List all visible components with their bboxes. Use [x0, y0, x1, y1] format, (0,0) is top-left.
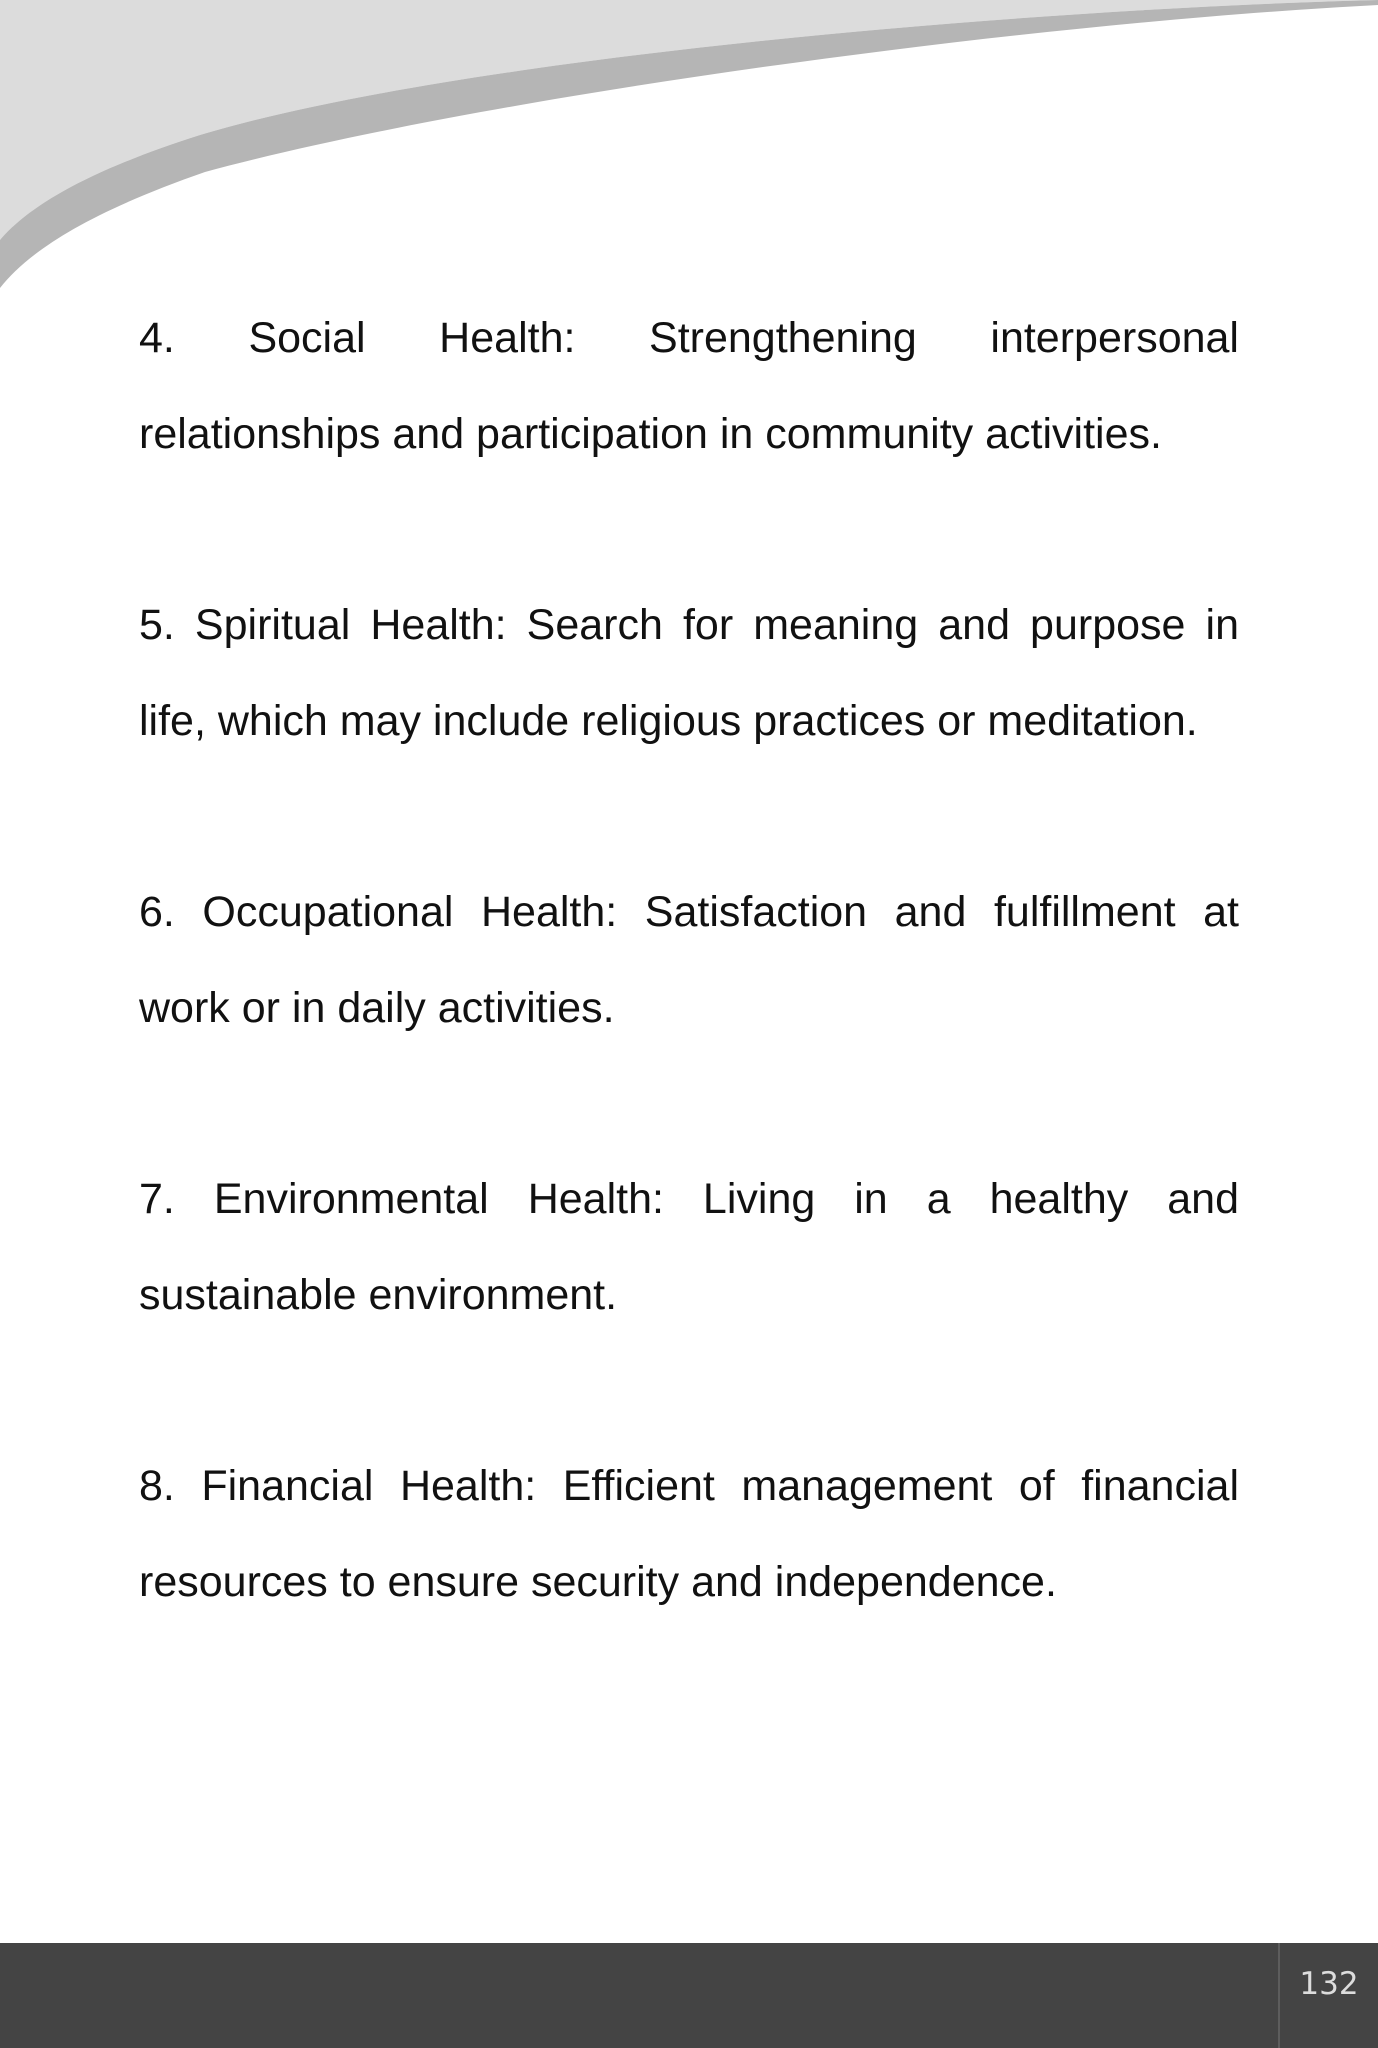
paragraph-environmental-health: 7. Environmental Health: Living in a healthy and sustainable environment. — [139, 1175, 1239, 1319]
paragraph-spiritual-health: 5. Spiritual Health: Search for meaning and purpose in life, which may include religious practices or meditation. — [139, 601, 1239, 745]
paragraph-financial-health: 8. Financial Health: Efficient management of financial resources to ensure security and independence. — [139, 1462, 1239, 1606]
paragraph-social-health: 4. Social Health: Strengthening interpersonal relationships and participation in community activities. — [139, 314, 1239, 458]
paragraph-occupational-health: 6. Occupational Health: Satisfaction and fulfillment at work or in daily activities. — [139, 888, 1239, 1032]
page-number: 132 — [1299, 1966, 1359, 2002]
footer-bar — [0, 1943, 1378, 2048]
page-body — [139, 290, 1239, 1725]
header-swoosh-decoration — [0, 0, 1378, 300]
swoosh-fill — [0, 0, 1378, 240]
